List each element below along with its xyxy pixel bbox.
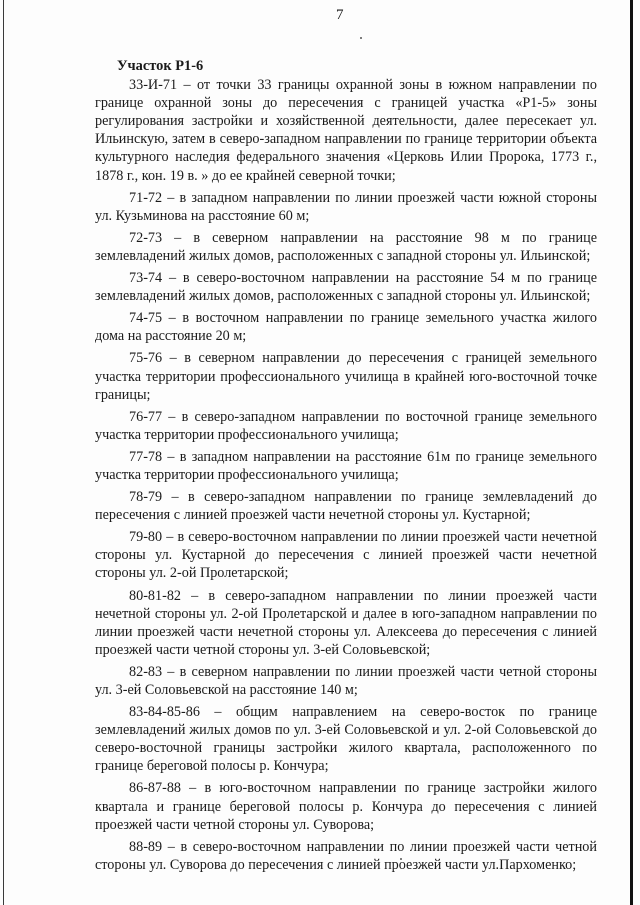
scan-edge-left [3, 0, 4, 905]
paragraph: 82-83 – в северном направлении по линии проезжей части четной стороны ул. 3-ей Соловьевской на расстояние 140 м; [95, 663, 597, 698]
page-number: 7 [336, 7, 344, 23]
paragraph: 86-87-88 – в юго-восточном направлении по границе застройки жилого квартала и границе береговой полосы р. Кончура до пересечения с линией проезжей части четной стороны ул. Суворова; [95, 780, 597, 833]
section-heading: Участок Р1-6 [117, 58, 204, 74]
paragraph: 75-76 – в северном направлении до пересечения с границей земельного участка территории профессионального училища в крайней юго-восточной точке границы; [95, 350, 597, 403]
scan-speck [360, 37, 362, 39]
paragraph: 33-И-71 – от точки 33 границы охранной зоны в южном направлении по границе охранной зоны до пересечения с границей участка «Р1-5» зоны регулирования застройки и хозяйственной деятельности, далее пересекает ул. Ильинскую, затем в северо-западном направлении по границе территории объекта культурного наследия федерального значения «Церковь Илии Пророка, 1773 г., 1878 г., кон. 19 в. » до ее крайней северной точки; [95, 77, 597, 184]
paragraph: 72-73 – в северном направлении на расстояние 98 м по границе землевладений жилых домов, расположенных с западной стороны ул. Ильинской; [95, 229, 597, 264]
scan-edge-right [630, 0, 633, 905]
paragraph: 88-89 – в северо-восточном направлении по линии проезжей части четной стороны ул. Суворова до пересечения с линией проезжей части ул.Пархоменко; [95, 838, 597, 873]
paragraph: 77-78 – в западном направлении на расстояние 61м по границе земельного участка территории профессионального училища; [95, 448, 597, 483]
paragraph: 79-80 – в северо-восточном направлении по линии проезжей части нечетной стороны ул. Кустарной до пересечения с линией проезжей части нечетной стороны ул. 2-ой Пролетарской; [95, 529, 597, 582]
paragraph: 74-75 – в восточном направлении по границе земельного участка жилого дома на расстояние 20 м; [95, 310, 597, 345]
paragraph: 71-72 – в западном направлении по линии проезжей части южной стороны ул. Кузьминова на расстояние 60 м; [95, 189, 597, 224]
paragraph: 80-81-82 – в северо-западном направлении по линии проезжей части нечетной стороны ул. 2-ой Пролетарской и далее в юго-западном направлении по линии проезжей части нечетной стороны ул. Алексеева до пересечения с линией проезжей части четной стороны ул. 3-ей Соловьевской; [95, 587, 597, 658]
paragraph: 78-79 – в северо-западном направлении по границе землевладений до пересечения с линией проезжей части нечетной стороны ул. Кустарной; [95, 489, 597, 524]
document-body [95, 57, 597, 878]
paragraph: 83-84-85-86 – общим направлением на северо-восток по границе землевладений жилых домов по ул. 3-ей Соловьевской и ул. 2-ой Соловьевской до северо-восточной границы застройки жилого квартала, расположенного по границе береговой полосы р. Кончура; [95, 704, 597, 775]
paragraph: 76-77 – в северо-западном направлении по восточной границе земельного участка территории профессионального училища; [95, 408, 597, 443]
paragraph: 73-74 – в северо-восточном направлении на расстояние 54 м по границе землевладений жилых домов, расположенных с западной стороны ул. Ильинской; [95, 270, 597, 305]
